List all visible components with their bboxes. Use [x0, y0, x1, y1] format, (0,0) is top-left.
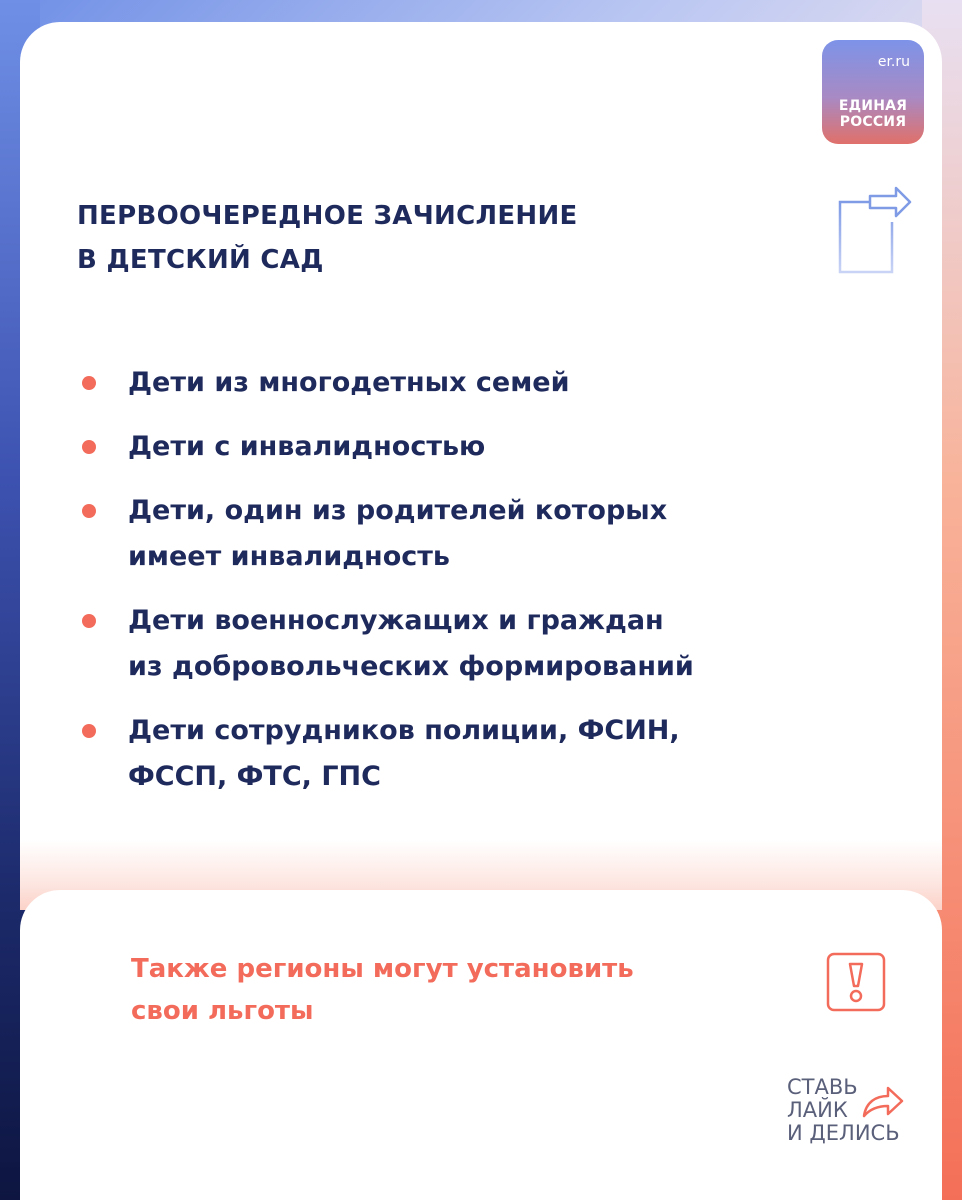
party-logo[interactable] — [822, 40, 924, 144]
share-line1: СТАВЬ — [787, 1075, 858, 1099]
list-item — [82, 424, 802, 470]
logo-name-line1: ЕДИНАЯ — [838, 98, 908, 114]
list-item — [82, 488, 802, 580]
page-title-line1: ПЕРВООЧЕРЕДНОЕ ЗАЧИСЛЕНИЕ — [77, 201, 578, 231]
list-item-line1: Дети военнослужащих и граждан — [128, 605, 664, 636]
bullet-icon — [82, 724, 96, 738]
regional-note — [131, 948, 771, 1032]
logo-name-line2: РОССИЯ — [839, 114, 907, 130]
list-item-line1: Дети с инвалидностью — [128, 431, 486, 462]
list-item-line1: Дети из многодетных семей — [128, 367, 570, 398]
benefits-list — [82, 360, 802, 818]
warning-icon — [826, 952, 886, 1012]
bullet-icon — [82, 504, 96, 518]
share-line2: ЛАЙК — [787, 1098, 848, 1122]
logo-name — [822, 98, 924, 130]
logo-url: er.ru — [877, 54, 910, 70]
page-title — [77, 194, 697, 282]
bullet-icon — [82, 614, 96, 628]
document-share-icon — [830, 182, 914, 278]
list-item-line2: имеет инвалидность — [128, 541, 450, 572]
list-item-line2: из добровольческих формирований — [128, 651, 694, 682]
regional-note-line2: свои льготы — [131, 996, 314, 1026]
list-item-line2: ФССП, ФТС, ГПС — [128, 761, 381, 792]
page-title-line2: В ДЕТСКИЙ САД — [77, 245, 324, 275]
share-arrow-icon[interactable] — [860, 1082, 906, 1122]
list-item-line1: Дети, один из родителей которых — [128, 495, 668, 526]
list-item — [82, 360, 802, 406]
list-item-line1: Дети сотрудников полиции, ФСИН, — [128, 715, 680, 746]
bullet-icon — [82, 376, 96, 390]
bottom-card — [20, 890, 942, 1200]
share-line3: И ДЕЛИСЬ — [787, 1121, 900, 1145]
regional-note-line1: Также регионы могут установить — [131, 954, 634, 984]
bullet-icon — [82, 440, 96, 454]
list-item — [82, 598, 802, 690]
list-item — [82, 708, 802, 800]
